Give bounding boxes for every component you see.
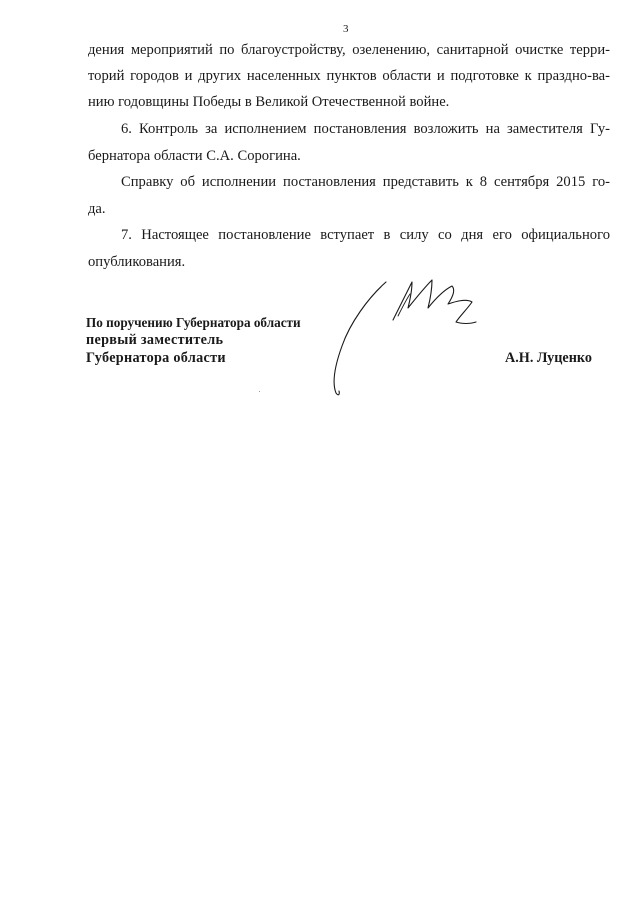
- body-line: дения мероприятий по благоустройству, озеленению, санитарной очистке терри-: [88, 42, 610, 58]
- item-6-line: 6. Контроль за исполнением постановления возложить на заместителя Гу-: [121, 121, 610, 137]
- page-number: 3: [343, 23, 349, 35]
- body-line: торий городов и других населенных пунктов области и подготовке к праздно-ва-: [88, 68, 610, 84]
- body-line: нию годовщины Победы в Великой Отечественной войне.: [88, 94, 450, 110]
- handwritten-signature: [320, 268, 490, 403]
- report-line: да.: [88, 201, 106, 217]
- signature-on-behalf: По поручению Губернатора области: [86, 315, 301, 330]
- scan-speck: [259, 391, 260, 392]
- signature-position-line1: первый заместитель: [86, 332, 224, 348]
- signatory-name: А.Н. Луценко: [505, 350, 592, 366]
- item-6-line: бернатора области С.А. Сорогина.: [88, 148, 301, 164]
- signature-position-line2: Губернатора области: [86, 350, 226, 366]
- item-7-line: 7. Настоящее постановление вступает в силу со дня его официального: [121, 227, 610, 243]
- report-line: Справку об исполнении постановления представить к 8 сентября 2015 го-: [121, 174, 610, 190]
- item-7-line: опубликования.: [88, 254, 186, 270]
